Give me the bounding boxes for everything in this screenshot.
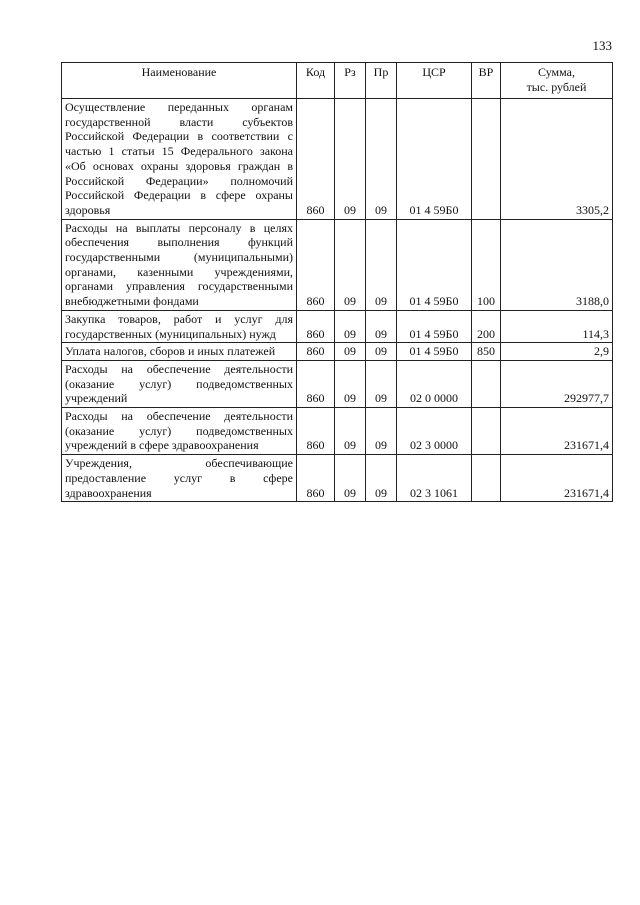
row-csr: 02 3 1061 <box>397 455 472 502</box>
col-header-vr: ВР <box>472 63 501 99</box>
row-csr: 02 0 0000 <box>397 360 472 407</box>
table-row <box>62 343 613 361</box>
row-vr <box>472 408 501 455</box>
row-csr: 02 3 0000 <box>397 408 472 455</box>
row-name: Уплата налогов, сборов и иных платежей <box>62 343 297 361</box>
row-rz: 09 <box>335 455 366 502</box>
row-vr <box>472 360 501 407</box>
row-rz: 09 <box>335 408 366 455</box>
row-vr: 850 <box>472 343 501 361</box>
row-pr: 09 <box>366 408 397 455</box>
row-vr: 100 <box>472 219 501 310</box>
row-rz: 09 <box>335 343 366 361</box>
row-pr: 09 <box>366 99 397 220</box>
row-name: Осуществление переданных органам государственной власти субъектов Российской Федерации в соответствии с частью 1 статьи 15 Федерального закона «Об основах охраны здоровья граждан в Российской Федерации» полномочий Российской Федерации в сфере охраны здоровья <box>62 99 297 220</box>
row-kod: 860 <box>297 360 335 407</box>
row-kod: 860 <box>297 310 335 342</box>
row-name: Расходы на обеспечение деятельности (оказание услуг) подведомственных учреждений <box>62 360 297 407</box>
row-rz: 09 <box>335 99 366 220</box>
row-pr: 09 <box>366 343 397 361</box>
table-row <box>62 99 613 220</box>
row-vr <box>472 455 501 502</box>
col-header-sum: Сумма, тыс. рублей <box>501 63 613 99</box>
row-sum: 3188,0 <box>501 219 613 310</box>
row-pr: 09 <box>366 455 397 502</box>
row-kod: 860 <box>297 99 335 220</box>
row-sum: 3305,2 <box>501 99 613 220</box>
row-csr: 01 4 59Б0 <box>397 310 472 342</box>
table-row <box>62 219 613 310</box>
row-name: Расходы на обеспечение деятельности (оказание услуг) подведомственных учреждений в сфере здравоохранения <box>62 408 297 455</box>
table-row <box>62 408 613 455</box>
row-kod: 860 <box>297 455 335 502</box>
row-sum: 114,3 <box>501 310 613 342</box>
row-sum: 2,9 <box>501 343 613 361</box>
row-vr: 200 <box>472 310 501 342</box>
row-name: Закупка товаров, работ и услуг для государственных (муниципальных) нужд <box>62 310 297 342</box>
row-sum: 231671,4 <box>501 455 613 502</box>
row-vr <box>472 99 501 220</box>
row-pr: 09 <box>366 310 397 342</box>
col-header-csr: ЦСР <box>397 63 472 99</box>
table-row <box>62 360 613 407</box>
col-header-pr: Пр <box>366 63 397 99</box>
row-pr: 09 <box>366 360 397 407</box>
row-rz: 09 <box>335 360 366 407</box>
table-row <box>62 455 613 502</box>
row-name: Расходы на выплаты персоналу в целях обеспечения выполнения функций государственными (муниципальными) органами, казенными учреждениями, органами управления государственными внебюджетными фондами <box>62 219 297 310</box>
page-number: 133 <box>592 38 612 53</box>
table-header-row <box>62 63 613 99</box>
row-sum: 292977,7 <box>501 360 613 407</box>
budget-table <box>61 62 613 502</box>
row-kod: 860 <box>297 343 335 361</box>
row-sum: 231671,4 <box>501 408 613 455</box>
row-name: Учреждения, обеспечивающие предоставление услуг в сфере здравоохранения <box>62 455 297 502</box>
row-rz: 09 <box>335 219 366 310</box>
col-header-rz: Рз <box>335 63 366 99</box>
row-kod: 860 <box>297 408 335 455</box>
col-header-kod: Код <box>297 63 335 99</box>
row-csr: 01 4 59Б0 <box>397 99 472 220</box>
row-pr: 09 <box>366 219 397 310</box>
row-csr: 01 4 59Б0 <box>397 219 472 310</box>
row-kod: 860 <box>297 219 335 310</box>
table-row <box>62 310 613 342</box>
col-header-name: Наименование <box>62 63 297 99</box>
row-rz: 09 <box>335 310 366 342</box>
row-csr: 01 4 59Б0 <box>397 343 472 361</box>
